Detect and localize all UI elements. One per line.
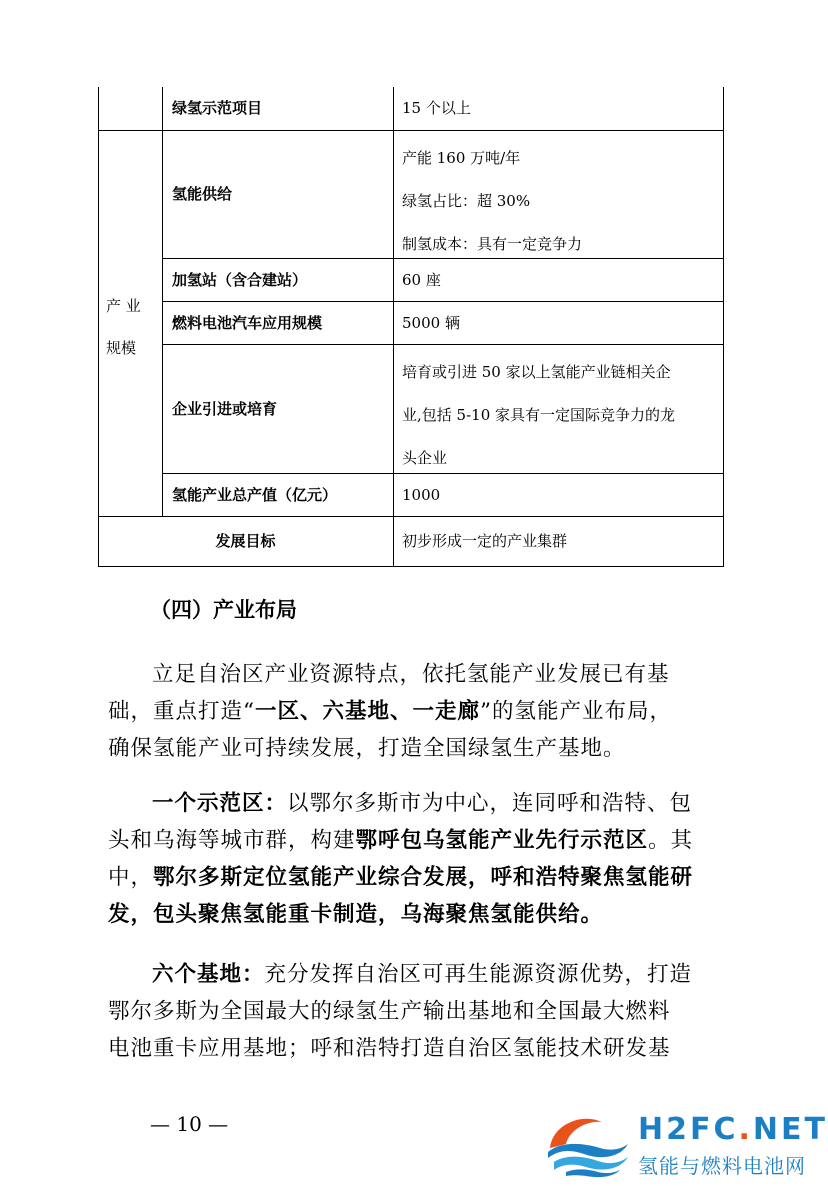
text-line: 立足自治区产业资源特点，依托氢能产业发展已有基 — [152, 662, 670, 687]
text-line: 电池重卡应用基地；呼和浩特打造自治区氢能技术研发基 — [108, 1036, 671, 1061]
value-line: 产能 160 万吨/年 — [402, 149, 521, 167]
h2fc-logo — [540, 1108, 828, 1178]
text-run: 充分发挥自治区可再生能源资源优势，打造 — [264, 962, 693, 987]
table-row-label: 加氢站（含合建站） — [172, 270, 308, 289]
value-line: 业,包括 5-10 家具有一定国际竞争力的龙 — [402, 406, 676, 424]
table-row-label: 绿氢示范项目 — [172, 99, 263, 117]
text-line — [108, 956, 718, 993]
group-label: 规模 — [106, 339, 137, 357]
table-row-label: 燃料电池汽车应用规模 — [172, 313, 323, 332]
table-row-value: 15 个以上 — [402, 99, 471, 117]
table-rule — [162, 130, 724, 131]
text-line — [108, 859, 718, 896]
logo-name-part: H2FC — [638, 1112, 739, 1147]
section-heading: （四）产业布局 — [150, 598, 297, 622]
logo-subtitle: 氢能与燃料电池网 — [638, 1154, 806, 1178]
text-run: ”的氢能产业布局， — [480, 699, 673, 724]
paragraph — [108, 785, 718, 933]
table-rule — [98, 130, 162, 131]
table-row-value: 5000 辆 — [402, 313, 460, 332]
logo-name — [638, 1112, 828, 1147]
text-run: 础，重点打造“ — [108, 699, 255, 724]
table-row-label: 氢能产业总产值（亿元） — [172, 485, 338, 504]
table-rule — [98, 87, 99, 567]
table-row-label: 企业引进或培育 — [172, 399, 278, 418]
text-run-bold: 一区、六基地、一走廊 — [255, 699, 481, 724]
goal-label: 发展目标 — [215, 532, 276, 550]
text-run: 头和乌海等城市群，构建 — [108, 828, 356, 853]
table-rule — [98, 566, 724, 567]
table-row-label: 氢能供给 — [172, 185, 233, 203]
text-line: 鄂尔多斯为全国最大的绿氢生产输出基地和全国最大燃料 — [108, 999, 671, 1024]
text-run-bold: 鄂尔多斯定位氢能产业综合发展，呼和浩特聚焦氢能研 — [153, 865, 694, 890]
text-run-bold: 一个示范区： — [152, 791, 288, 816]
text-run: 以鄂尔多斯市为中心，连同呼和浩特、包 — [287, 791, 693, 816]
logo-name-part: NET — [752, 1112, 828, 1147]
paragraph — [108, 656, 718, 767]
group-label: 产 业 — [106, 297, 141, 315]
text-line: 确保氢能产业可持续发展，打造全国绿氢生产基地。 — [108, 736, 626, 761]
text-run-bold: 鄂呼包乌氢能产业先行示范区 — [355, 828, 649, 853]
h2fc-logo-mark-icon — [540, 1108, 632, 1178]
paragraph — [108, 956, 718, 1067]
text-line — [108, 822, 718, 859]
table-rule — [393, 87, 394, 567]
table-row-value — [402, 137, 582, 266]
value-line: 绿氢占比：超 30% — [402, 192, 531, 210]
industry-goals-table — [98, 87, 724, 567]
logo-name-dot: . — [738, 1112, 753, 1147]
table-rule — [162, 87, 163, 516]
value-line: 制氢成本：具有一定竞争力 — [402, 235, 583, 253]
table-rule — [723, 87, 724, 567]
text-line — [108, 785, 718, 822]
value-line: 培育或引进 50 家以上氢能产业链相关企 — [402, 363, 671, 381]
text-run: 。其 — [648, 828, 694, 853]
page-number: — 10 — — [150, 1112, 229, 1136]
goal-value: 初步形成一定的产业集群 — [402, 532, 568, 550]
table-row-value: 60 座 — [402, 270, 441, 289]
text-run-bold: 六个基地： — [152, 962, 265, 987]
text-line: 发，包头聚焦氢能重卡制造，乌海聚焦氢能供给。 — [108, 902, 604, 927]
text-line — [108, 693, 718, 730]
table-row-value — [402, 351, 675, 480]
table-row-value: 1000 — [402, 485, 441, 504]
value-line: 头企业 — [402, 449, 448, 467]
text-run: 中， — [108, 865, 154, 890]
